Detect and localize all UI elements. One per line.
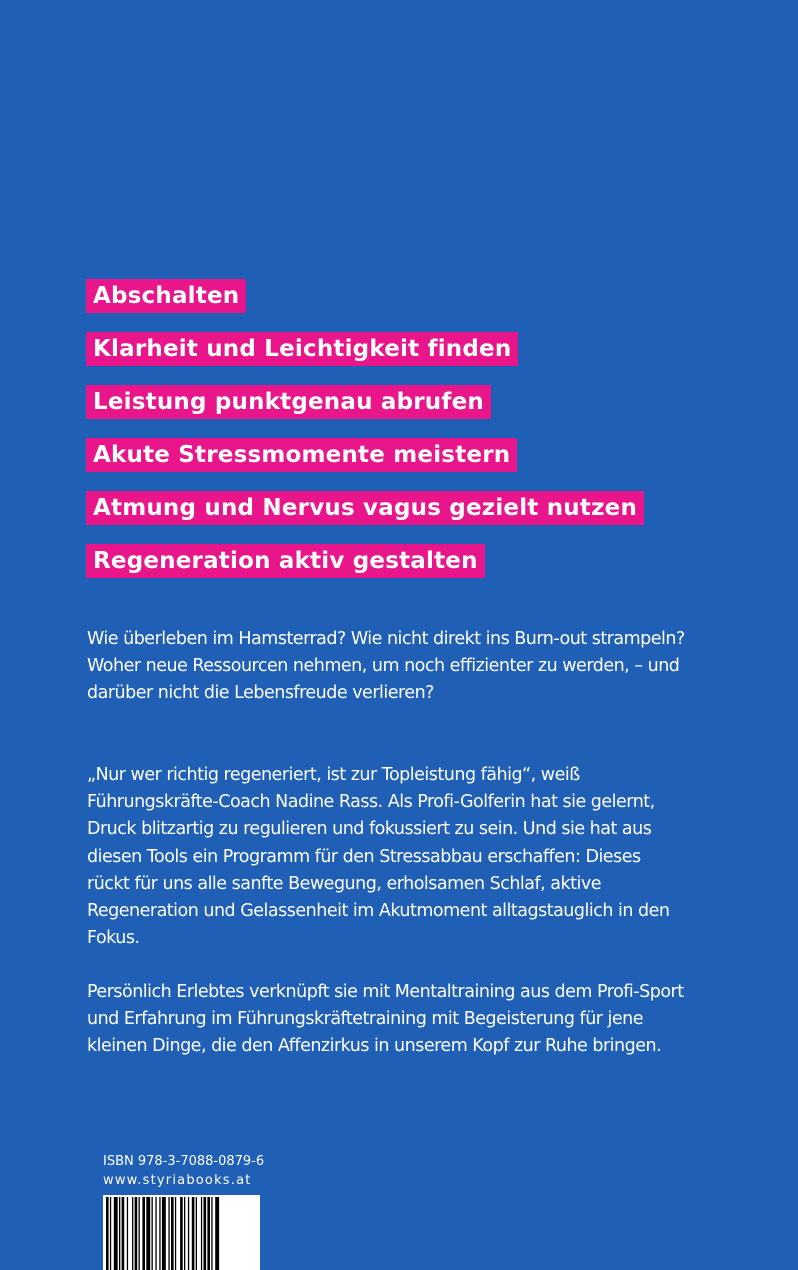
barcode-bar [201, 1197, 202, 1270]
barcode-bar [132, 1197, 133, 1270]
barcode-bar [114, 1197, 118, 1270]
barcode-bar [155, 1197, 156, 1270]
barcode-bar [159, 1197, 160, 1270]
barcode-bar [106, 1197, 109, 1270]
tagline-text: Akute Stressmomente meistern [86, 438, 517, 472]
barcode-bar [211, 1197, 212, 1270]
barcode-bar [188, 1197, 189, 1270]
blurb-paragraph-closing: Persönlich Erlebtes verknüpft sie mit Mentaltraining aus dem Profi-Sport und Erfahrung im Führungskräftetraining mit Begeisterung für jene kleinen Dinge, die den Affenzirkus in unserem Kopf zur Ruhe bringen. [87, 982, 684, 1057]
tagline-item [86, 279, 644, 332]
barcode-bar [192, 1197, 195, 1270]
barcode-bar [175, 1197, 176, 1270]
barcode-bar [146, 1197, 150, 1270]
tagline-item [86, 491, 644, 544]
barcode-bar [204, 1197, 207, 1270]
barcode-bar [162, 1197, 166, 1270]
isbn-block [103, 1152, 264, 1190]
tagline-item [86, 438, 644, 491]
tagline-text: Abschalten [86, 279, 246, 313]
tagline-text: Atmung und Nervus vagus gezielt nutzen [86, 491, 644, 525]
barcode [103, 1195, 260, 1270]
barcode-bar [122, 1197, 125, 1270]
barcode-bar [171, 1197, 174, 1270]
tagline-text: Regeneration aktiv gestalten [86, 544, 485, 578]
tagline-item [86, 332, 644, 385]
barcode-graphic [103, 1195, 260, 1270]
barcode-bar [119, 1197, 120, 1270]
publisher-website: www.styriabooks.at [103, 1173, 252, 1188]
blurb-paragraph-intro: Wie überleben im Hamsterrad? Wie nicht direkt ins Burn-out strampeln? Woher neue Ressourcen nehmen, um noch effizienter zu werden, – und darüber nicht die Lebensfreude verlieren? [87, 629, 685, 704]
barcode-bar [184, 1197, 185, 1270]
barcode-bar [135, 1197, 138, 1270]
barcode-bar [196, 1197, 197, 1270]
tagline-item [86, 544, 644, 597]
tagline-text: Klarheit und Leichtigkeit finden [86, 332, 518, 366]
barcode-bar [215, 1197, 219, 1270]
barcode-bar [142, 1197, 145, 1270]
tagline-list [86, 279, 644, 597]
barcode-bar [168, 1197, 169, 1270]
blurb-paragraph-author: „Nur wer richtig regeneriert, ist zur Topleistung fähig“, weiß Führungskräfte-Coach Nadine Rass. Als Profi-Golferin hat sie gelernt, Druck blitzartig zu regulieren und fokussiert zu sein. Und sie hat aus diesen Tools ein Programm für den Stressabbau erschaffen: Dieses rückt für uns alle sanfte Bewegung, erholsamen Schlaf, aktive Regeneration und Gelassenheit im Akutmoment alltagstauglich in den Fokus. [87, 765, 670, 949]
barcode-bar [207, 1197, 210, 1270]
barcode-bar [139, 1197, 140, 1270]
barcode-bar [127, 1197, 128, 1270]
barcode-bar [110, 1197, 111, 1270]
barcode-bar [180, 1197, 183, 1270]
isbn-number: ISBN 978-3-7088-0879-6 [103, 1154, 265, 1169]
tagline-item [86, 385, 644, 438]
tagline-text: Leistung punktgenau abrufen [86, 385, 491, 419]
barcode-bar [152, 1197, 153, 1270]
